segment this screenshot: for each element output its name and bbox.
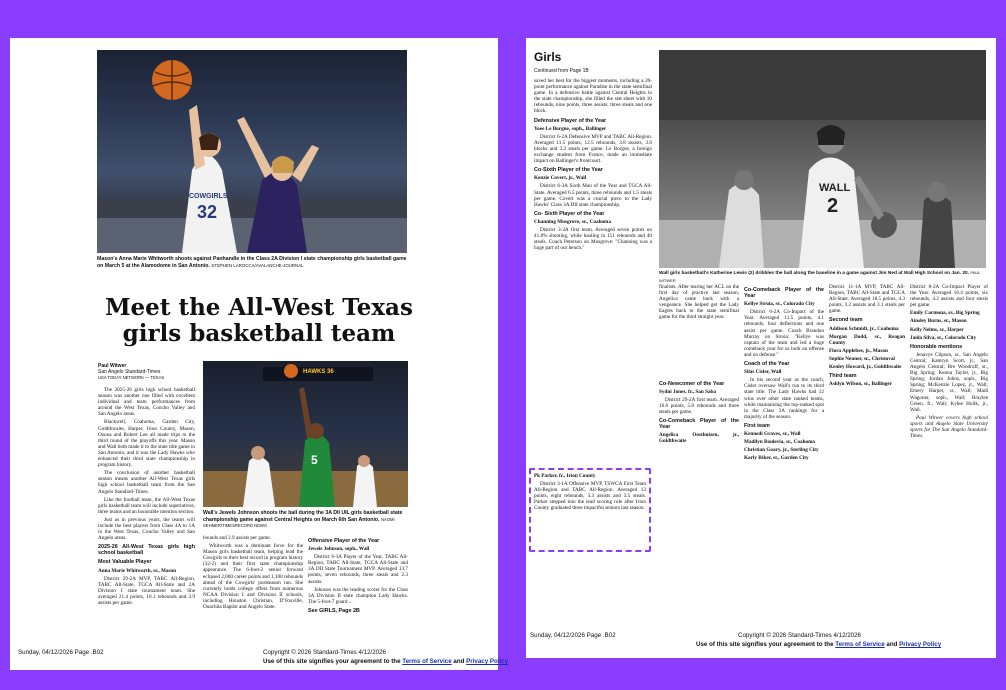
col1-section-title: 2025-26 All-West Texas girls high school basketball — [98, 544, 195, 557]
col3-paragraph: Johnson was the leading scorer for the Class 3A Division II state champion Lady Hawks. The 5-foot-7 guard ... — [308, 586, 408, 605]
photo-caption — [659, 270, 986, 285]
photo2-score-text: HAWKS 36 — [303, 369, 334, 375]
photo-lewis-art — [659, 50, 986, 268]
right-column-e — [910, 284, 988, 648]
rcol4-second-heading: Second team — [829, 317, 863, 324]
photo-whitworth-shooting — [97, 50, 407, 253]
section-title: Girls — [534, 50, 562, 64]
col1-mvp-heading: Most Valuable Player — [98, 559, 152, 566]
col1-paragraph: The 2025-26 girls high school basketball season was another one filled with excellent individual and team performances from around the West Texas, Concho Valley and San Angelo areas. — [98, 387, 195, 418]
rcol1-co-heading: Co-Sixth Player of the Year — [534, 167, 603, 174]
right-footer-agree-text: Use of this site signifies your agreement to the — [696, 641, 834, 648]
rcol3-coach-name: Silas Cisler, Wall — [744, 369, 782, 376]
left-footer-and: and — [453, 658, 465, 665]
col1-paragraph: Like the football team, the All-West Texas girls basketball team will include superlatives, three teams and an honorable mention section. — [98, 496, 195, 515]
photo2-caption-text: Wall's Jewels Johnson shoots the ball during the 3A DII UIL girls basketball state championship game against Central Heights on March 6th San Antonio. — [203, 510, 403, 523]
left-footer-copyright: Copyright © 2026 Standard-Times 4/12/2026 — [263, 649, 386, 656]
rcol3-ft1: Kennedi Graves, sr., Wall — [744, 430, 801, 437]
photo-jersey-number: 2 — [827, 195, 839, 217]
rcol1-def-text: District 6-2A Defensive MVP and TABC All-Region. Averaged 11.5 points, 12.5 rebounds, 3.8 assists, 3.6 blocks and 3.2 steals per game. Le Borgne, a foreign exchange student from France, made an immediate impact on Ballinger's frontcourt. — [534, 133, 652, 165]
rcol4-third-heading: Third team — [829, 373, 857, 380]
rcol1-co-text: District 6-3A Sixth Man of the Year and TGCA All-State. Averaged 6.5 points, three rebounds and 1.5 steals per game. Covert was a crucial piece to the Lady Hawks' Class 3A DII state championship. — [534, 183, 652, 208]
headline: Meet the All-West Texas girls basketball team — [105, 294, 413, 347]
left-terms-link[interactable]: Terms of Service — [402, 658, 452, 665]
rcol5-name: Kelly Nelms, sr., Harper — [910, 326, 964, 333]
photo2-credit: NAOMI SEHMER/TIMESRECORD NEWS — [203, 516, 395, 528]
left-col-3 — [308, 535, 408, 655]
photo1-jersey-number: 32 — [197, 202, 218, 222]
rcol2-cb-name: Angelica Oosthuizen, jr., Goldthwaite — [659, 432, 739, 445]
highlight-box — [529, 468, 651, 552]
photo-johnson-shooting — [203, 361, 408, 507]
col1-paragraph: The conclusion of another basketball season means another All-West Texas girls high school basketball team from the San Angelo Standard-Times. — [98, 470, 195, 495]
rcol4-st2: Morgan Dodd, sr., Reagan County — [829, 333, 905, 346]
photo-whitworth-art — [97, 50, 407, 253]
right-column-c — [744, 284, 824, 648]
author-name: Paul Witwer — [98, 363, 127, 369]
parker-name: Pk Parker, fr., Irion County — [534, 473, 596, 479]
rcol3-heading: Co-Comeback Player of the Year — [744, 287, 824, 300]
col1-mvp-name: Anna Marie Whitworth, sr., Mason — [98, 567, 176, 574]
rcol3-ft3: Christian Goary, jr., Sterling City — [744, 447, 819, 454]
photo-lewis-dribbling — [659, 50, 986, 268]
rcol1-co2-heading: Co- Sixth Player of the Year — [534, 210, 605, 217]
col1-paragraph: Blackwell, Coahoma, Garden City, Goldthwaite, Harper, Irion County, Mason, Ozona and Robert Lee all made trips to the third round of the playoffs this year. Mason and Wall both made it to the state title game in San Antonio, and it was the Lady Hawks who enhanced their third state championship in program history. — [98, 419, 195, 469]
photo2-caption — [203, 510, 408, 530]
col2-paragraph: bounds and 2.9 assists per game. — [203, 535, 271, 541]
right-col-2 — [524, 388, 525, 389]
continued-from: Continued from Page 1B — [534, 68, 589, 74]
rcol3-name: Kellye Stroia, sr., Colorado City — [744, 301, 815, 308]
rcol4-tt1: Ashlyn Wilson, sr., Ballinger — [829, 381, 893, 388]
right-footer-and: and — [886, 641, 898, 648]
rcol1-co-name: Kenzie Covert, jr., Wall — [534, 175, 587, 182]
right-footer-agreement — [696, 640, 941, 649]
rcol4-st5: Kenley Howard, jr., Goldthwaite — [829, 364, 902, 371]
left-col-1 — [98, 363, 195, 655]
photo-caption-text: Wall girls basketball's Katherine Lewis (2) dribbles the ball along the baseline in a game against Jim Ned at Wall High School on Jan. 20. — [659, 271, 969, 276]
photo1-jersey-text: COWGIRLS — [189, 193, 228, 200]
parker-text: District 3-1A Offensive MVP, TSWCA First Team All-Region and TABC All-Region. Averaged 13 points, eight rebounds, 3.3 assists and 3.5 steals. Parker stepped into the lead scoring role after Irion County graduated three impactful seniors last season. — [534, 481, 646, 512]
rcol5-text: District 8-2A Co-Impact Player of the Year. Averaged 16.4 points, six rebounds, 4.2 assists and four steals per game. — [910, 284, 988, 309]
rcol2-comeback-heading: Co-Comeback Player of the Year — [659, 418, 739, 431]
left-footer-agree-text: Use of this site signifies your agreement to the — [263, 658, 401, 665]
right-column-d — [829, 284, 905, 648]
left-col-2 — [203, 535, 303, 655]
photo2-jersey-number: 5 — [311, 453, 318, 467]
rcol3-ft4: Karly Riker, sr., Garden City — [744, 455, 809, 462]
rcol1-co2-text: District 3-3A first team. Averaged seven points on 41.8% shooting, while hauling in 151 rebounds and 40 steals. Coach Peterson on Musgrove: "Channing was a huge part of our bench." — [534, 226, 652, 252]
photo1-caption-text: Mason's Anna Marie Whitworth shoots against Panhandle in the Class 2A Division I state championship girls basketball game on March 5 at the Alamodome in San Antonio. — [97, 256, 407, 269]
rcol1-def-heading: Defensive Player of the Year — [534, 117, 607, 124]
rcol2-n1-name: Sydni Jones, fr., San Saba — [659, 388, 717, 395]
right-col-1 — [534, 78, 652, 648]
photo1-credit: STEPHEN LAROCCA/AVALANCHE-JOURNAL — [211, 262, 304, 268]
rcol2-paragraph: finalists. After tearing her ACL on the first day of practice last season, Angelica came back with a vengeance. She helped get the Lady Eagles back to the state semifinal game for the third straight year. — [659, 284, 739, 321]
col3-name: Jewels Johnson, soph., Wall — [308, 546, 370, 553]
rcol5-name: Emily Carmona, sr., Big Spring — [910, 310, 980, 317]
rcol5-hm-heading: Honorable mentions — [910, 343, 963, 350]
right-column-b — [659, 284, 739, 648]
rcol2-newcomer-heading: Co-Newcomer of the Year — [659, 380, 725, 387]
right-privacy-link[interactable]: Privacy Policy — [899, 641, 942, 648]
rcol5-name: Jaida Silva, sr., Colorado City — [910, 334, 977, 341]
rcol3-text: District 6-2A Co-Impact of the Year. Averaged 11.5 points, 4.1 rebounds, four deflections and one assist per game. Coach Brandon Murray on Stroia: "Kellye was captain of the team and led a huge comeback year for us both on offense and on defense." — [744, 309, 824, 358]
rcol2-n1-text: District 29-2A first team. Averaged 16.6 points, 5.8 rebounds and three steals per game. — [659, 396, 739, 415]
rcol3-first-heading: First team — [744, 422, 770, 429]
right-footer-copyright: Copyright © 2026 Standard-Times 4/12/2026 — [738, 632, 861, 639]
rcol4-st3: Flora Applebee, jr., Mason — [829, 347, 888, 354]
left-newspaper-page — [10, 38, 509, 670]
col2-paragraph: Whitworth was a dominant force for the Mason girls basketball team, helping lead the Cowgirls to their best record in program history (32-2) and their first state championship appearance. The 6-foot-2 senior forward eclipsed 2,000 career points and 1,100 rebounds ahead of the Cowgirls' postseason run. She currently holds college offers from numerous NCAA Division I and Division II schools, including Houston Christian, D'Youville, Ouachita Baptist and Angelo State. — [203, 543, 303, 611]
right-newspaper-page — [526, 38, 996, 658]
rcol5-name: Ainsley Burns, sr., Mason — [910, 318, 967, 325]
right-footer-date: Sunday, 04/12/2026 Page .B02 — [530, 632, 616, 639]
col1-paragraph: Just as in previous years, the teams will include the best players from Class 4A to 1A in the West Texas, Concho Valley and San Angelo areas. — [98, 516, 195, 542]
rcol1-paragraph: saved her best for the biggest moments, including a 20-point performance against Paradise in the state semifinal game. In a defensive battle against Central Heights in the state championship, she filled the stat sheet with 10 rebounds, nine points, three assists, three steals and one block. — [534, 78, 652, 115]
left-privacy-link[interactable]: Privacy Policy — [466, 658, 509, 665]
photo1-caption — [97, 256, 407, 269]
col3-see-page: See GIRLS, Page 2B — [308, 607, 360, 614]
left-footer-agreement — [263, 657, 508, 666]
col3-paragraph: District 6-3A Player of the Year, TABC All-Region, TABC All-State, TGCA All-State and 3A DII State Tournament MVP. Averaged 13.7 points, seven rebounds, three steals and 2.3 assists. — [308, 554, 408, 585]
rcol3-coach-text: In his second year as the coach, Cisler oversaw Wall's run to its third state title. The Lady Hawks had 12 wins over other state ranked teams, while maintaining the top-ranked spot in the Class 3A rankings for a majority of the season. — [744, 377, 824, 420]
rcol1-co2-name: Channing Musgrove, sr., Coahoma — [534, 218, 611, 225]
left-footer-date: Sunday, 04/12/2026 Page .B02 — [18, 649, 104, 656]
rcol3-ft2: Madilyn Boulevia, sr., Coahoma — [744, 439, 816, 446]
author-affil: USA TODAY NETWORK — TEXAS — [98, 375, 165, 380]
left-footer — [18, 648, 509, 665]
rcol3-coach-heading: Coach of the Year — [744, 361, 790, 368]
photo-johnson-art — [203, 361, 408, 507]
rcol4-st1: Addison Schmidt, jr., Coahoma — [829, 325, 899, 332]
author-org: San Angelo Standard-Times — [98, 369, 161, 375]
rcol5-note: Paul Witwer covers high school sports and Angelo State University sports for The San Angelo Standard-Times. — [910, 414, 988, 440]
col3-heading: Offensive Player of the Year — [308, 538, 380, 544]
rcol4-st4: Sophie Neuner, sr., Christoval — [829, 355, 895, 362]
photo-jersey-text: WALL — [819, 182, 851, 194]
col1-mvp-text: District 29-2A MVP, TABC All-Region, TABC All-State, TGCA All-State and 2A Division I state tournament team. She averaged 21.4 points, 10.1 rebounds and 3.9 assists per game. — [98, 575, 195, 606]
photo-credit: PAUL WITWER — [659, 270, 981, 283]
right-terms-link[interactable]: Terms of Service — [835, 641, 885, 648]
rcol1-def-name: Yoee Le Borgne, soph., Ballinger — [534, 125, 607, 132]
rcol5-hm-text: Jenavye Clipson, sr., San Angelo Central; Kamryn Scott, jr., San Angelo Central; Bre Woodruff, sr., Big Spring; Kenna Taylor, jr., Big Spring; Jordan Johns, soph., Big Spring; McKenzie Lopez, jr., Wall; Emery Harper, sr., Wall; Madi Wagoner, soph., Wall; Braylee Green, fr., Wall; Kylee Holik, jr., Wall. — [910, 351, 988, 413]
rcol4-text: District 11-1A MVP, TABC All-Region, TABC All-State and TGCA All-State. Averaged 18.5 points, 4.3 points, 3.2 assists and 3.1 steals per game. — [829, 284, 905, 315]
